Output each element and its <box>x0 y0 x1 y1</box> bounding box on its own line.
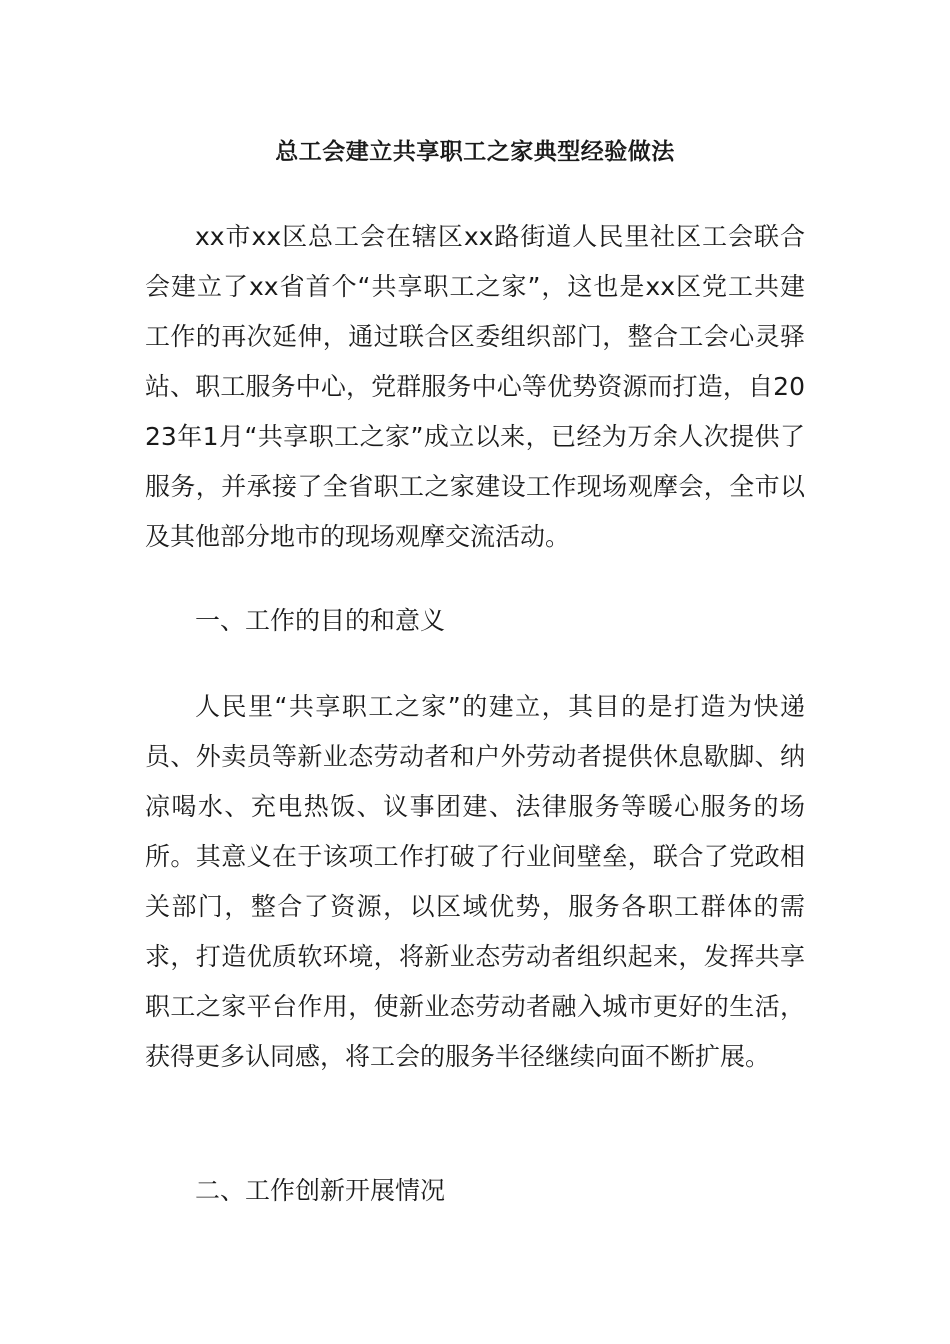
purpose-paragraph: 人民里“共享职工之家”的建立，其目的是打造为快递员、外卖员等新业态劳动者和户外劳动者提供休息歇脚、纳凉喝水、充电热饭、议事团建、法律服务等暖心服务的场所。其意义在于该项工作打破了行业间壁垒，联合了党政相关部门，整合了资源，以区域优势，服务各职工群体的需求，打造优质软环境，将新业态劳动者组织起来，发挥共享职工之家平台作用，使新业态劳动者融入城市更好的生活，获得更多认同感，将工会的服务半径继续向面不断扩展。 <box>145 692 805 1071</box>
section-heading-2: 二、工作创新开展情况 <box>195 1176 446 1205</box>
section-heading-1: 一、工作的目的和意义 <box>195 606 446 635</box>
document-title: 总工会建立共享职工之家典型经验做法 <box>275 139 675 165</box>
intro-paragraph: xx市xx区总工会在辖区xx路街道人民里社区工会联合会建立了xx省首个“共享职工之家”，这也是xx区党工共建工作的再次延伸，通过联合区委组织部门，整合工会心灵驿站、职工服务中心，党群服务中心等优势资源而打造，自2023年1月“共享职工之家”成立以来，已经为万余人次提供了服务，并承接了全省职工之家建设工作现场观摩会，全市以及其他部分地市的现场观摩交流活动。 <box>145 222 805 551</box>
